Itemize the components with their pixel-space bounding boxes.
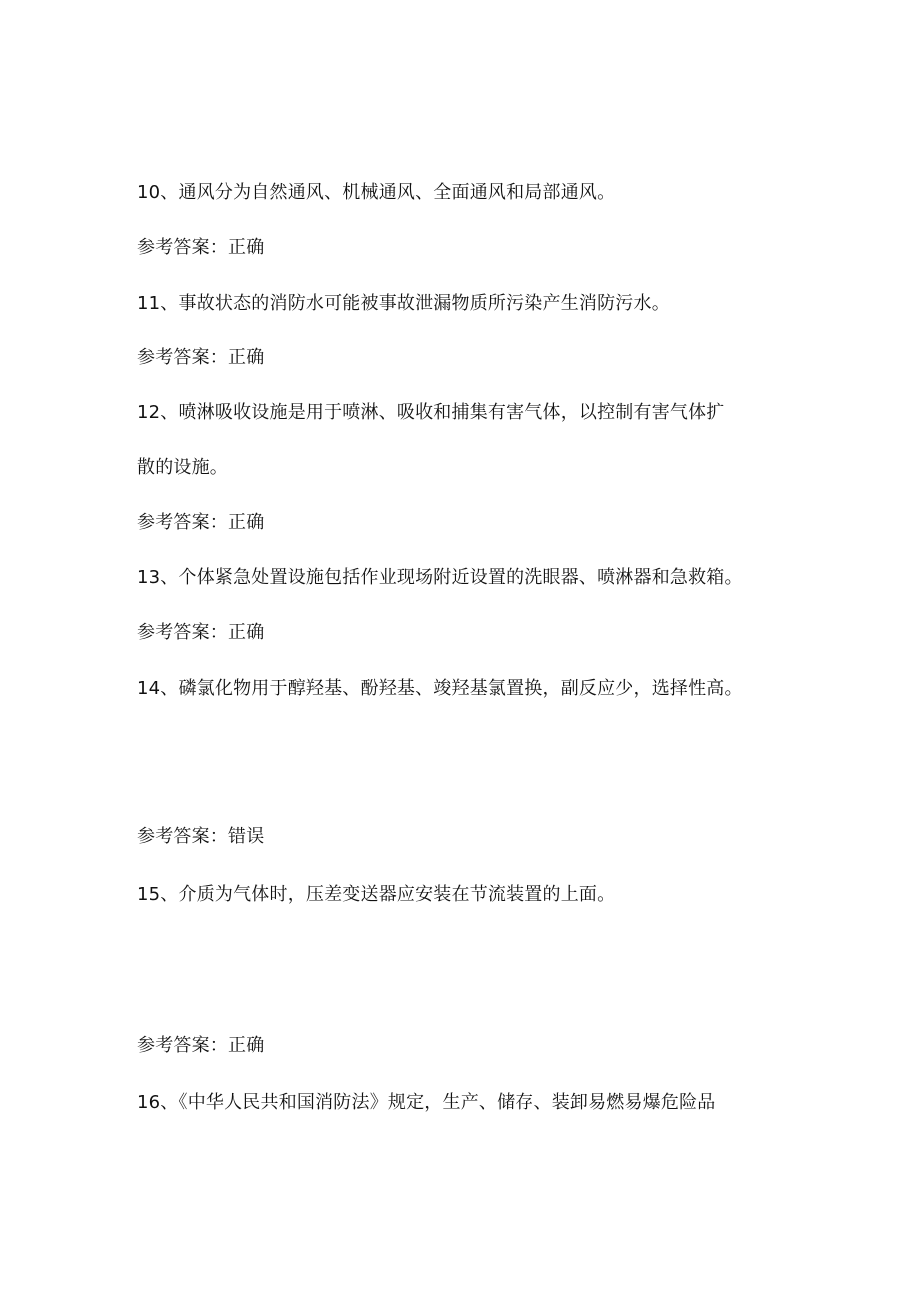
question-10-text: 10、通风分为自然通风、机械通风、全面通风和局部通风。 <box>137 182 616 203</box>
answer-11: 参考答案：正确 <box>137 347 265 368</box>
answer-12: 参考答案：正确 <box>137 512 265 533</box>
question-11-text: 11、事故状态的消防水可能被事故泄漏物质所污染产生消防污水。 <box>137 293 670 314</box>
answer-14: 参考答案：错误 <box>137 826 265 847</box>
question-14-text: 14、磷氯化物用于醇羟基、酚羟基、竣羟基氯置换，副反应少，选择性高。 <box>137 678 743 699</box>
question-16-text: 16、《中华人民共和国消防法》规定，生产、储存、装卸易燃易爆危险品 <box>137 1092 716 1113</box>
question-12-text-line-1: 12、喷淋吸收设施是用于喷淋、吸收和捕集有害气体，以控制有害气体扩 <box>137 402 725 423</box>
answer-15: 参考答案：正确 <box>137 1035 265 1056</box>
question-13-text: 13、个体紧急处置设施包括作业现场附近设置的洗眼器、喷淋器和急救箱。 <box>137 567 743 588</box>
question-15-text: 15、介质为气体时，压差变送器应安装在节流装置的上面。 <box>137 884 616 905</box>
question-12-text-line-2: 散的设施。 <box>137 457 228 478</box>
answer-13: 参考答案：正确 <box>137 622 265 643</box>
answer-10: 参考答案：正确 <box>137 237 265 258</box>
